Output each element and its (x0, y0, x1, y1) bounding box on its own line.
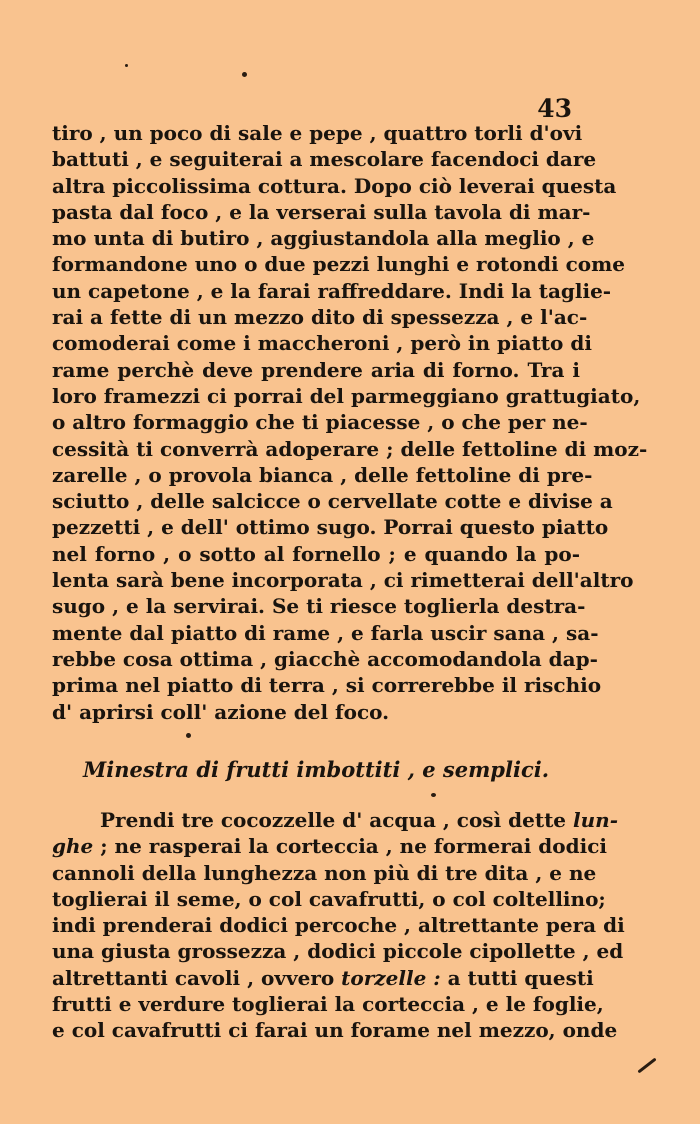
text-line: altra piccolissima cottura. Dopo ciò leverai questa (52, 173, 617, 198)
text-line (52, 965, 594, 991)
ink-mark (637, 1058, 656, 1074)
text-line: cessità ti converrà adoperare ; delle fettoline di moz- (52, 436, 648, 461)
text-line: formandone uno o due pezzi lunghi e rotondi come (52, 252, 625, 277)
text-line: o altro formaggio che ti piacesse , o che per ne- (52, 410, 588, 435)
last-lines (52, 991, 618, 1044)
text-line: prima nel piatto di terra , si correrebbe il rischio (52, 673, 602, 698)
text-line: loro framezzi ci porrai del parmeggiano grattugiato, (52, 383, 641, 408)
text-line: sciutto , delle salcicce o cervellate cotte e divise a (52, 489, 613, 514)
middle-lines (52, 860, 625, 965)
text-line: lenta sarà bene incorporata , ci rimetterai dell'altro (52, 568, 634, 593)
ink-speck (242, 72, 247, 77)
page-number: 43 (537, 94, 572, 123)
text-line: battuti , e seguiterai a mescolare facendoci dare (52, 147, 597, 172)
text-line: zarelle , o provola bianca , delle fettoline di pre- (52, 462, 593, 487)
italic-word: ghe (52, 834, 94, 859)
text-span: Prendi tre cocozzelle d' acqua , così dette (100, 808, 567, 832)
text-line: sugo , e la servirai. Se ti riesce toglierla destra- (52, 594, 586, 619)
text-line: rame perchè deve prendere aria di forno. Tra i (52, 357, 580, 382)
text-line: pezzetti , e dell' ottimo sugo. Porrai questo piatto (52, 515, 609, 540)
text-line: toglierai il seme, o col cavafrutti, o col coltellino; (52, 886, 606, 911)
text-line: cannoli della lunghezza non più di tre dita , e ne (52, 860, 597, 885)
italic-word: torzelle : (341, 965, 441, 990)
text-line: rai a fette di un mezzo dito di spessezza , e l'ac- (52, 305, 588, 330)
text-span: ; ne rasperai la corteccia , ne formerai dodici (93, 834, 607, 859)
text-line: mo unta di butiro , aggiustandola alla meglio , e (52, 226, 595, 251)
text-line: tiro , un poco di sale e pepe , quattro torli d'ovi (52, 121, 583, 145)
paragraph-recipe-continuation (52, 120, 648, 725)
text-line: comoderai come i maccheroni , però in piatto di (52, 331, 592, 356)
text-line: frutti e verdure toglierai la corteccia , e le foglie, (52, 992, 604, 1017)
text-line: mente dal piatto di rame , e farla uscir sana , sa- (52, 620, 599, 645)
text-span: a tutti questi (440, 965, 594, 990)
ink-speck (186, 733, 191, 738)
text-line: rebbe cosa ottima , giacchè accomodandola dap- (52, 646, 598, 671)
text-line: e col cavafrutti ci farai un forame nel mezzo, onde (52, 1018, 618, 1043)
text-line: d' aprirsi coll' azione del foco. (52, 699, 390, 724)
text-line: una giusta grossezza , dodici piccole cipollette , ed (52, 939, 624, 964)
ink-speck (125, 64, 128, 67)
text-line: indi prenderai dodici percoche , altrettante pera di (52, 913, 625, 938)
paragraph-minestra (52, 807, 625, 1044)
text-line (52, 807, 618, 833)
text-line (52, 833, 607, 859)
italic-word: lun- (573, 808, 618, 832)
text-line: nel forno , o sotto al fornello ; e quando la po- (52, 541, 580, 566)
section-heading: Minestra di frutti imbottiti , e semplici. (82, 757, 550, 782)
text-line: pasta dal foco , e la verserai sulla tavola di mar- (52, 199, 591, 224)
text-span: altrettanti cavoli , ovvero (52, 965, 335, 990)
text-line: un capetone , e la farai raffreddare. Indi la taglie- (52, 278, 612, 303)
ink-speck (431, 793, 436, 797)
